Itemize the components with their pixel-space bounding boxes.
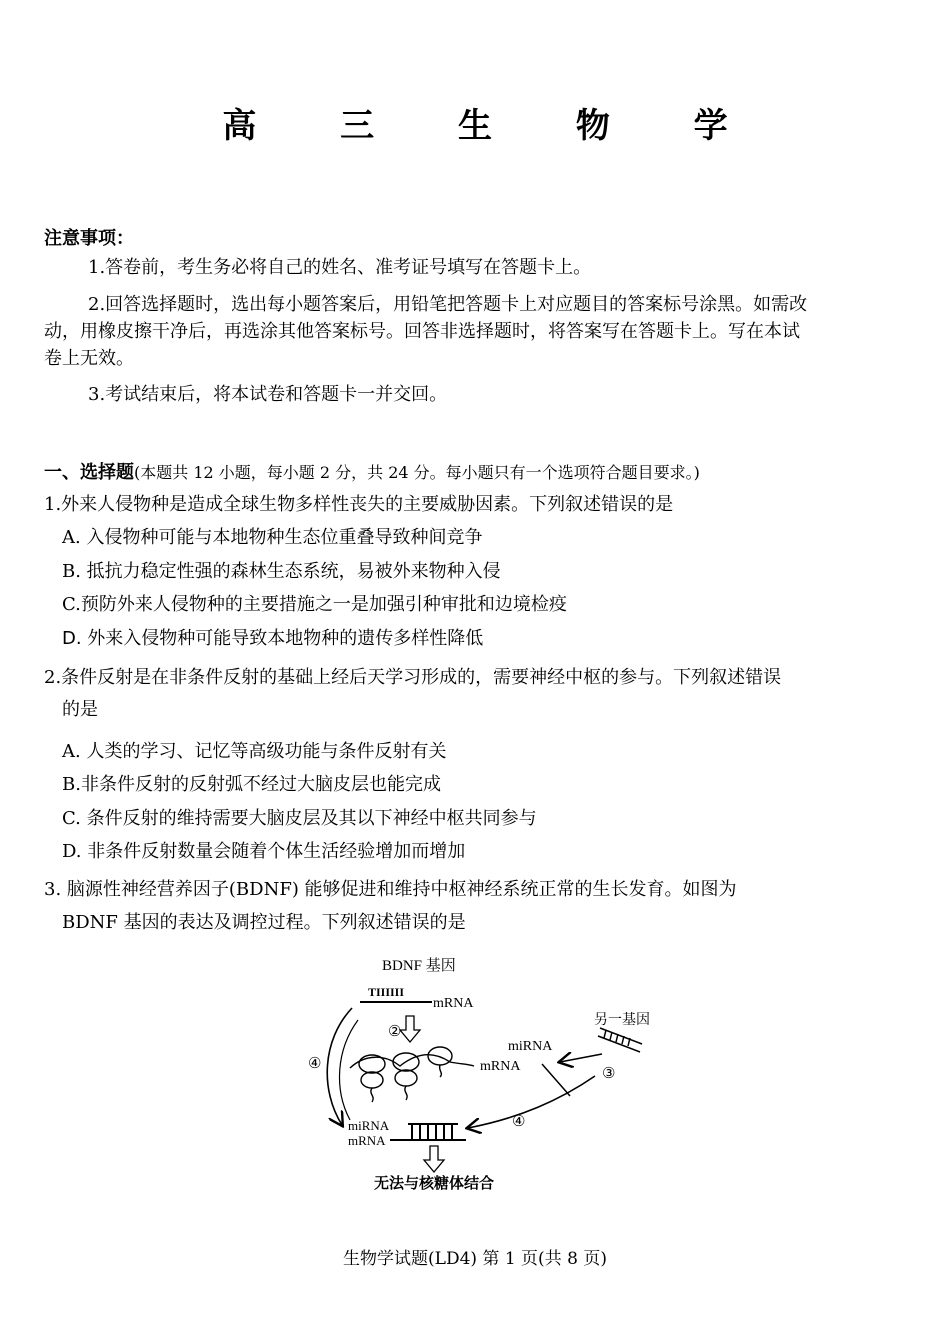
q2-stem: 2.条件反射是在非条件反射的基础上经后天学习形成的，需要神经中枢的参与。下列叙述错误	[44, 667, 782, 688]
step4-left-label: ④	[308, 1056, 322, 1072]
mirna-bottom-label: miRNA	[348, 1118, 390, 1133]
q2-option-b: B.非条件反射的反射弧不经过大脑皮层也能完成	[62, 774, 441, 795]
notice-item-3: 3.考试结束后，将本试卷和答题卡一并交回。	[88, 384, 448, 405]
q1-stem: 1.外来人侵物种是造成全球生物多样性丧失的主要威胁因素。下列叙述错误的是	[44, 494, 674, 515]
q2-option-c: C. 条件反射的维持需要大脑皮层及其以下神经中枢共同参与	[62, 808, 537, 829]
step2-arrow	[400, 1016, 420, 1042]
other-gene-strand	[598, 1028, 642, 1052]
mirna-mrna-duplex	[390, 1124, 466, 1140]
notice-heading: 注意事项：	[44, 228, 134, 249]
ribosomes	[350, 1047, 474, 1102]
step4-right-label: ④	[512, 1114, 526, 1130]
bdnf-expression-diagram	[290, 950, 670, 1200]
q1-option-b: B. 抵抗力稳定性强的森林生态系统，易被外来物种入侵	[62, 561, 501, 582]
mrna-mid-label: mRNA	[480, 1059, 521, 1074]
q2-option-d: D. 非条件反射数量会随着个体生活经验增加而增加	[62, 841, 466, 862]
gene-label: BDNF 基因	[382, 958, 456, 974]
left-curve-inner	[340, 1020, 358, 1120]
mirna-strand	[542, 1064, 570, 1096]
q3-stem: 3. 脑源性神经营养因子(BDNF) 能够促进和维持中枢神经系统正常的生长发育。如图为	[44, 879, 737, 900]
notice-item-1: 1.答卷前，考生务必将自己的姓名、准考证号填写在答题卡上。	[88, 257, 592, 278]
gene-mark: TIIIIII	[368, 985, 405, 999]
mrna-bottom-label: mRNA	[348, 1133, 386, 1148]
section-title: 一、选择题	[44, 462, 134, 483]
q2-stem-cont: 的是	[62, 699, 98, 720]
other-gene-label: 另一基因	[594, 1013, 650, 1028]
right-curve-arrow	[468, 1076, 595, 1128]
step2-label: ②	[388, 1024, 402, 1040]
page-footer: 生物学试题(LD4) 第 1 页(共 8 页)	[343, 1249, 607, 1269]
result-arrow	[424, 1146, 444, 1172]
page-title: 高 三 生 物 学	[222, 106, 764, 146]
notice-item-2: 2.回答选择题时，选出每小题答案后，用铅笔把答题卡上对应题目的答案标号涂黑。如需改	[88, 294, 808, 315]
q2-option-a: A. 人类的学习、记忆等高级功能与条件反射有关	[62, 741, 447, 762]
q3-stem-cont: BDNF 基因的表达及调控过程。下列叙述错误的是	[62, 912, 466, 933]
section-note: (本题共 12 小题，每小题 2 分，共 24 分。每小题只有一个选项符合题目要求。)	[134, 463, 700, 482]
step3-arrow	[560, 1054, 602, 1062]
result-label: 无法与核糖体结合	[374, 1176, 495, 1192]
step3-label: ③	[602, 1066, 616, 1082]
mrna-top-label: mRNA	[433, 996, 474, 1011]
mirna-label: miRNA	[508, 1039, 553, 1054]
q1-option-a: A. 入侵物种可能与本地物种生态位重叠导致种间竞争	[62, 527, 483, 548]
q1-option-c: C.预防外来人侵物种的主要措施之一是加强引种审批和边境检疫	[62, 594, 567, 615]
section-heading	[44, 458, 700, 484]
notice-item-2-end: 卷上无效。	[44, 348, 134, 369]
notice-item-2-cont: 动，用橡皮擦干净后，再选涂其他答案标号。回答非选择题时，将答案写在答题卡上。写在本试	[44, 321, 800, 342]
q1-option-d: D. 外来入侵物种可能导致本地物种的遗传多样性降低	[62, 628, 484, 649]
